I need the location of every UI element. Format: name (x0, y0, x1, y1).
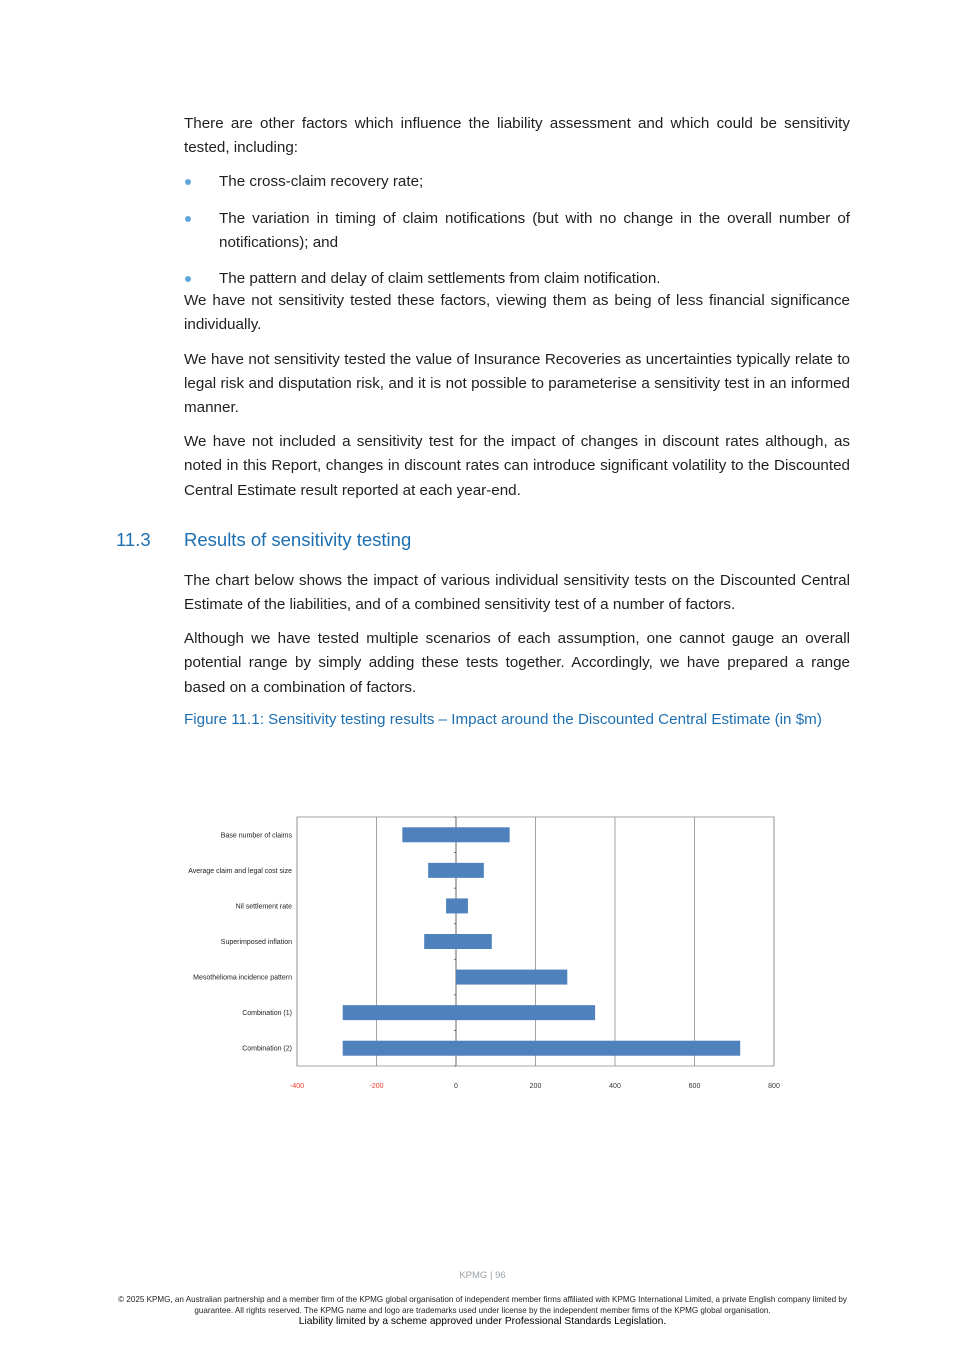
x-tick-label: -400 (289, 1083, 305, 1090)
category-label: Nil settlement rate (235, 903, 292, 911)
bar (343, 1005, 595, 1020)
bar (456, 970, 567, 985)
liability-notice: Liability limited by a scheme approved under Professional Standards Legislation. (298, 1316, 667, 1327)
bullet-dot-icon (185, 276, 191, 282)
body-paragraph: We have not included a sensitivity test for the impact of changes in discount rates although, as noted in this Report, changes in discount rates can introduce significant volatility to the Discounted Central Estimate result reported at each year-end. (184, 433, 850, 499)
page-number: KPMG | 96 (459, 1270, 506, 1281)
bar (446, 898, 468, 913)
category-label: Combination (2) (242, 1045, 292, 1053)
x-tick-label: 200 (529, 1083, 542, 1090)
list-item: The variation in timing of claim notifications (but with no change in the overall number of notifications); and (184, 207, 850, 255)
x-tick-label: 400 (609, 1083, 621, 1090)
bar (402, 827, 509, 842)
sensitivity-chart (180, 805, 790, 1100)
body-paragraph: We have not sensitivity tested the value of Insurance Recoveries as uncertainties typically relate to legal risk and disputation risk, and it is not possible to parameterise a sensitivity test in an informed manner. (184, 350, 850, 417)
bar (343, 1041, 741, 1056)
body-paragraph: Although we have tested multiple scenarios of each assumption, one cannot gauge an overall potential range by simply adding these tests together. Accordingly, we have prepared a range based on a combination of factors. (184, 630, 850, 696)
list-item: The cross-claim recovery rate; (184, 170, 850, 194)
copyright-notice: © 2025 KPMG, an Australian partnership and a member firm of the KPMG global organisation of independent member firms affiliated with KPMG International Limited, a private English company limited by guarantee. All rights reserved. The KPMG name and logo are trademarks used under license by the independent member firms of the KPMG global organisation. (118, 1295, 847, 1315)
body-paragraph: The chart below shows the impact of various individual sensitivity tests on the Discounted Central Estimate of the liabilities, and of a combined sensitivity test of a number of factors. (184, 571, 850, 614)
section-number: 11.3 (116, 528, 151, 550)
x-tick-label: 800 (768, 1083, 780, 1090)
category-label: Mesothelioma incidence pattern (193, 974, 292, 982)
figure-caption: Figure 11.1: Sensitivity testing results – Impact around the Discounted Central Estimate (in $m) (184, 710, 822, 728)
category-label: Average claim and legal cost size (188, 867, 292, 875)
report-body (116, 112, 850, 730)
x-tick-label: -200 (369, 1083, 384, 1090)
list-item: The pattern and delay of claim settlements from claim notification. (184, 267, 850, 291)
section-heading (116, 527, 850, 553)
x-tick-label: 600 (688, 1083, 701, 1090)
bullet-dot-icon (185, 179, 191, 185)
bar (424, 934, 492, 949)
intro-paragraph: There are other factors which influence the liability assessment and which could be sensitivity tested, including: (184, 115, 850, 157)
bullet-dot-icon (185, 216, 191, 222)
x-tick-label: 0 (454, 1083, 458, 1090)
category-label: Combination (1) (242, 1010, 292, 1018)
section-title: Results of sensitivity testing (184, 528, 412, 550)
bar (428, 863, 484, 878)
category-label: Superimposed inflation (220, 939, 292, 946)
body-paragraph: We have not sensitivity tested these factors, viewing them as being of less financial significance individually. (184, 292, 850, 334)
category-label: Base number of claims (220, 832, 292, 840)
factor-list (184, 170, 850, 291)
